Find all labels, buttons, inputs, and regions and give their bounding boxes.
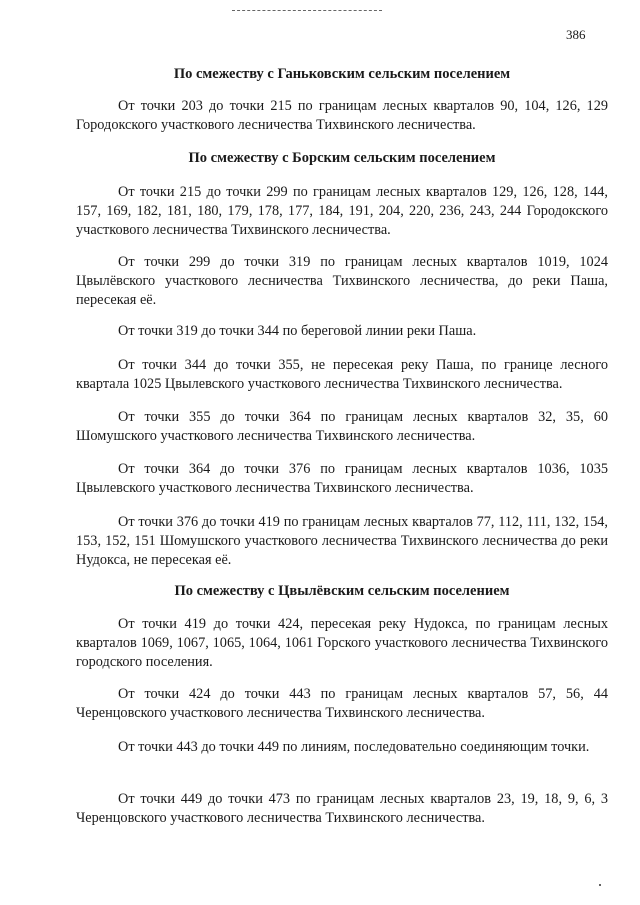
paragraph: От точки 449 до точки 473 по границам лесных кварталов 23, 19, 18, 9, 6, 3 Черенцовского участкового лесничества Тихвинского лесничества. bbox=[76, 791, 608, 826]
paragraph: От точки 215 до точки 299 по границам лесных кварталов 129, 126, 128, 144, 157, 169, 182, 181, 180, 179, 178, 177, 184, 191, 204, 220, 236, 243, 244 Городокского участкового лесничества Тихвинского лесничества. bbox=[76, 184, 608, 238]
scan-artifact-dot bbox=[599, 884, 601, 886]
paragraph: От точки 319 до точки 344 по береговой линии реки Паша. bbox=[118, 323, 477, 339]
section-heading: По смежеству с Цвылёвским сельским поселением bbox=[174, 583, 510, 599]
section-heading: По смежеству с Борским сельским поселением bbox=[188, 150, 496, 166]
paragraph: От точки 364 до точки 376 по границам лесных кварталов 1036, 1035 Цвылевского участкового лесничества Тихвинского лесничества. bbox=[76, 461, 608, 496]
paragraph: От точки 376 до точки 419 по границам лесных кварталов 77, 112, 111, 132, 154, 153, 152, 151 Шомушского участкового лесничества Тихвинского лесничества до реки Нудокса, не пересекая её. bbox=[76, 514, 608, 568]
paragraph: От точки 419 до точки 424, пересекая реку Нудокса, по границам лесных кварталов 1069, 1067, 1065, 1064, 1061 Горского участкового лесничества Тихвинского городского поселения. bbox=[76, 616, 608, 670]
paragraph: От точки 355 до точки 364 по границам лесных кварталов 32, 35, 60 Шомушского участкового лесничества Тихвинского лесничества. bbox=[76, 409, 608, 444]
paragraph: От точки 299 до точки 319 по границам лесных кварталов 1019, 1024 Цвылёвского участкового лесничества Тихвинского лесничества, до реки Паша, пересекая её. bbox=[76, 254, 608, 308]
page-number: 386 bbox=[566, 27, 586, 42]
paragraph: От точки 203 до точки 215 по границам лесных кварталов 90, 104, 126, 129 Городокского участкового лесничества Тихвинского лесничества. bbox=[76, 98, 608, 133]
paragraph: От точки 344 до точки 355, не пересекая реку Паша, по границе лесного квартала 1025 Цвылевского участкового лесничества Тихвинского лесничества. bbox=[76, 357, 608, 392]
scan-artifact-line bbox=[232, 10, 382, 11]
paragraph: От точки 424 до точки 443 по границам лесных кварталов 57, 56, 44 Черенцовского участкового лесничества Тихвинского лесничества. bbox=[76, 686, 608, 721]
paragraph: От точки 443 до точки 449 по линиям, последовательно соединяющим точки. bbox=[118, 739, 590, 755]
section-heading: По смежеству с Ганьковским сельским поселением bbox=[173, 66, 511, 82]
